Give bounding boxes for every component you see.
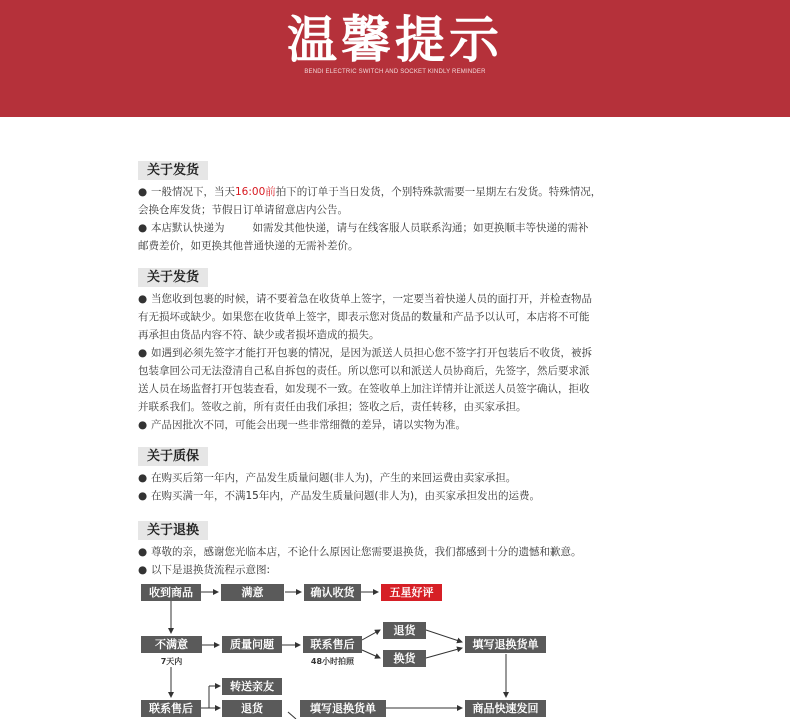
flow-fill-form-2: 填写退换货单 [300, 700, 386, 717]
flow-fill-form-1: 填写退换货单 [465, 636, 546, 653]
shipping-paragraph-1: ● 一般情况下，当天16:00前拍下的订单于当日发货，个别特殊款需要一星期左右发货。特殊情况， [138, 183, 668, 201]
flow-return-1: 退货 [383, 622, 426, 639]
receipt-line: 送人员在场监督打开包装查看，如发现不一致。在签收单上加注详情并让派送人员签字确认，拒收 [138, 383, 590, 395]
flow-satisfied: 满意 [221, 584, 284, 601]
bullet-icon: ● [138, 490, 148, 502]
flow-quality: 质量问题 [222, 636, 282, 653]
flow-confirm: 确认收货 [304, 584, 361, 601]
bullet-icon: ● [138, 186, 148, 198]
flow-48-hours: 48小时拍照 [310, 657, 355, 666]
flow-after-sales-1: 联系售后 [303, 636, 362, 653]
shipping-paragraph-1-line-2: 会换仓库发货；节假日订单请留意店内公告。 [138, 204, 348, 216]
flow-unsatisfied: 不满意 [141, 636, 202, 653]
flow-forward: 转送亲友 [222, 678, 282, 695]
flow-return-2: 退货 [222, 700, 282, 717]
cutoff-time: 16:00前 [235, 186, 276, 198]
returns-line: ● 以下是退换货流程示意图: [138, 561, 668, 579]
shipping-paragraph-2: ● 本店默认快递为 如需发其他快递，请与在线客服人员联系沟通；如更换顺丰等快递的需补 [138, 219, 668, 237]
flow-ship-back: 商品快速发回 [465, 700, 546, 717]
flow-seven-days: 7天内 [160, 657, 183, 666]
receipt-line: ● 如遇到必须先签字才能打开包裹的情况，是因为派送人员担心您不签字打开包装后不收货，被拆 [138, 344, 668, 362]
bullet-icon: ● [138, 546, 148, 558]
flow-five-star: 五星好评 [381, 584, 442, 601]
bullet-icon: ● [138, 564, 148, 576]
flow-received: 收到商品 [141, 584, 201, 601]
shipping-paragraph-2-line-2: 邮费差价，如更换其他普通快递的无需补差价。 [138, 240, 359, 252]
section-heading: 关于发货 [138, 268, 208, 287]
returns-line: ● 尊敬的亲，感谢您光临本店，不论什么原因让您需要退换货，我们都感到十分的遗憾和歉意。 [138, 543, 668, 561]
banner-title: 温馨提示 [287, 11, 503, 69]
receipt-line: ● 当您收到包裹的时候，请不要着急在收货单上签字，一定要当着快递人员的面打开，并检查物品 [138, 290, 668, 308]
warranty-line: ● 在购买满一年，不满15年内，产品发生质量问题(非人为)，由买家承担发出的运费。 [138, 487, 668, 505]
flow-exchange: 换货 [383, 650, 426, 667]
bullet-icon: ● [138, 419, 148, 431]
receipt-line: ● 产品因批次不同，可能会出现一些非常细微的差异，请以实物为准。 [138, 416, 668, 434]
bullet-icon: ● [138, 472, 148, 484]
bullet-icon: ● [138, 293, 148, 305]
receipt-line: 包装拿回公司无法澄清自己私自拆包的责任。所以您可以和派送人员协商后，先签字，然后要求派 [138, 365, 590, 377]
section-heading: 关于发货 [138, 161, 208, 180]
flow-after-sales-2: 联系售后 [141, 700, 201, 717]
banner-subtitle: BENDI ELECTRIC SWITCH AND SOCKET KINDLY REMINDER [304, 69, 486, 75]
warranty-line: ● 在购买后第一年内，产品发生质量问题(非人为)，产生的来回运费由卖家承担。 [138, 469, 668, 487]
section-heading: 关于质保 [138, 447, 208, 466]
bullet-icon: ● [138, 347, 148, 359]
receipt-line: 有无损坏或缺少。如果您在收货单上签字，即表示您对货品的数量和产品予以认可，本店将不可能 [138, 311, 590, 323]
bullet-icon: ● [138, 222, 148, 234]
receipt-line: 再承担由货品内容不符、缺少或者损坏造成的损失。 [138, 329, 380, 341]
receipt-line: 并联系我们。签收之前，所有责任由我们承担；签收之后，责任转移，由买家承担。 [138, 401, 527, 413]
section-heading: 关于退换 [138, 521, 208, 540]
